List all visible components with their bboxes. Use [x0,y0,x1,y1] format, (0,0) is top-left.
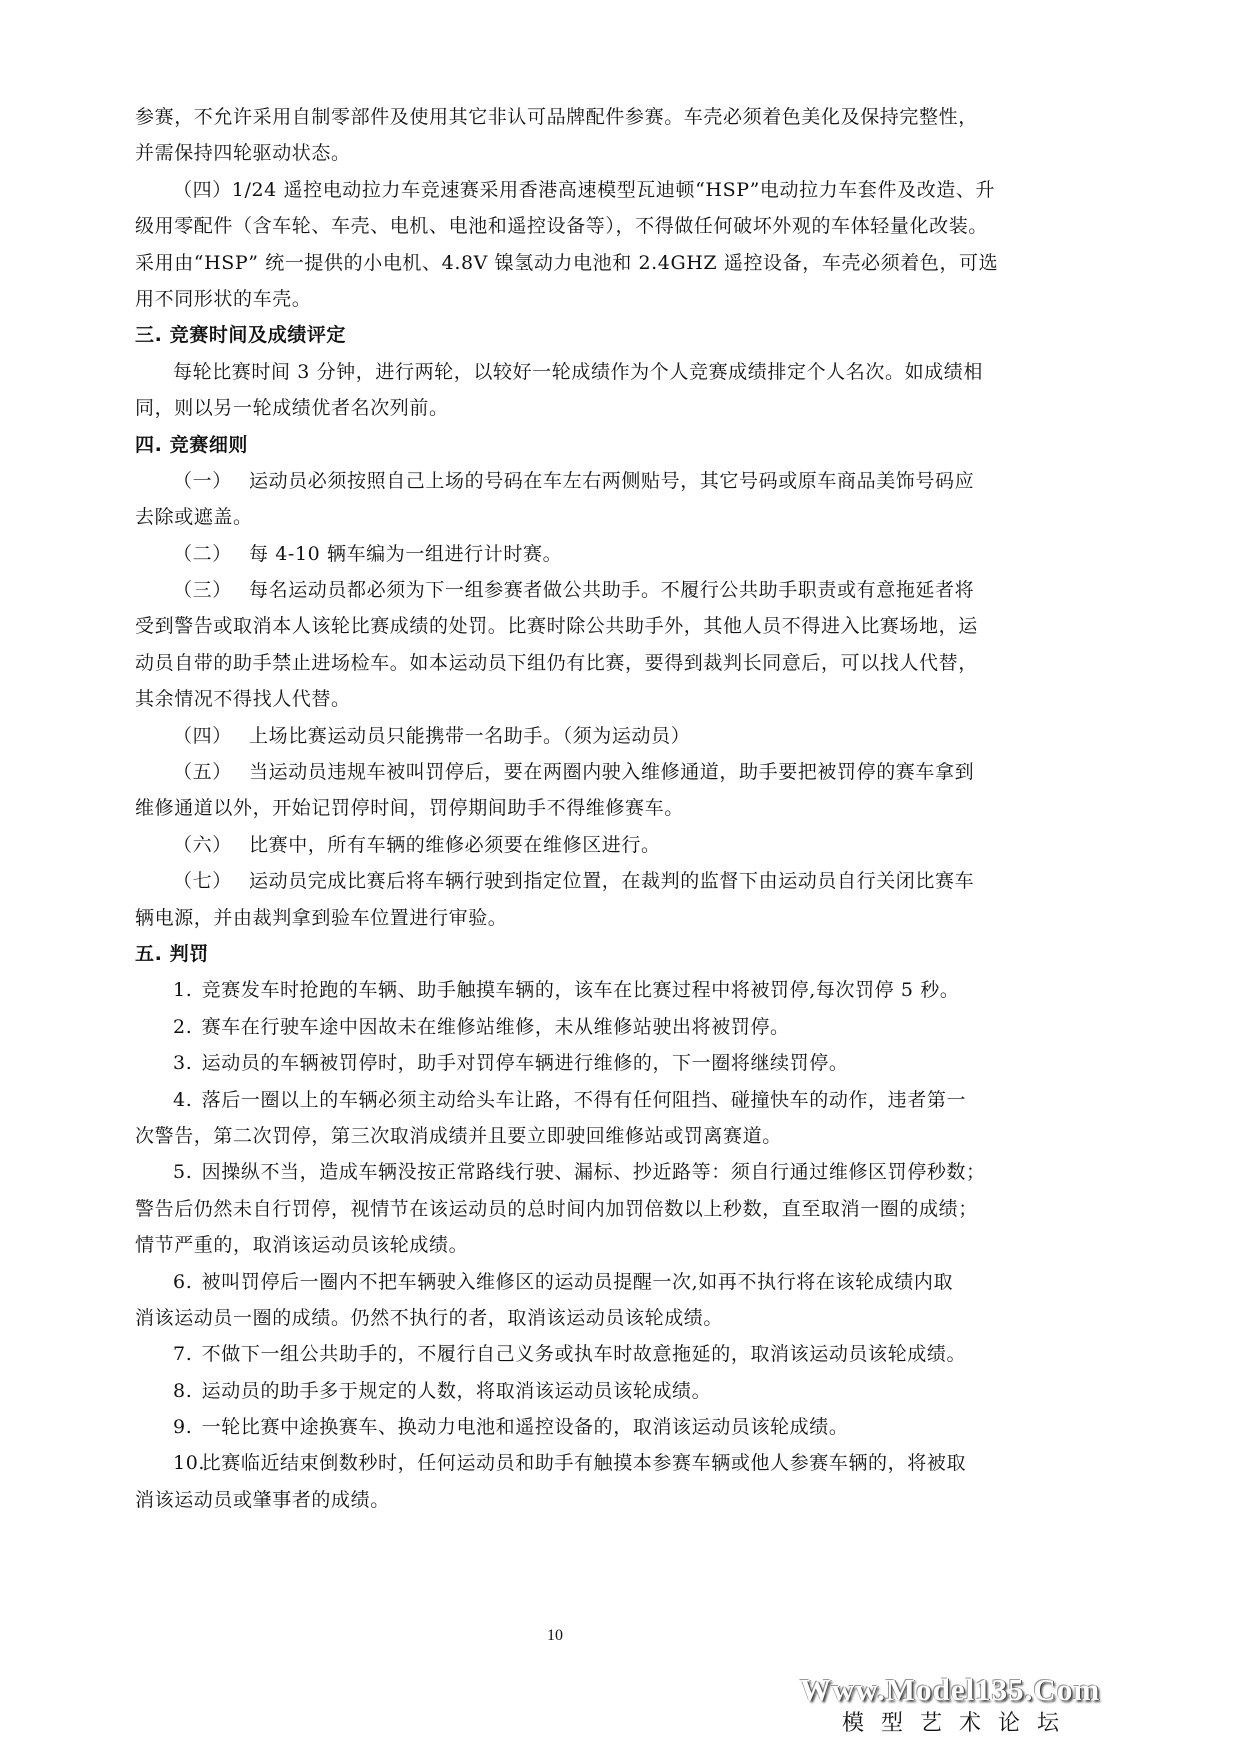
item-number: 3. [173,1052,193,1075]
penalty-item-3 [135,1049,975,1079]
paragraph-line: 并需保持四轮驱动状态。 [135,142,351,165]
item-text: 落后一圈以上的车辆必须主动给头车让路，不得有任何阻挡、碰撞快车的动作，违者第一 [201,1088,967,1111]
item-text: 被叫罚停后一圈内不把车辆驶入维修区的运动员提醒一次,如再不执行将在该轮成绩内取 [201,1270,954,1293]
watermark [800,1672,1240,1737]
paragraph-line: 用不同形状的车壳。 [135,287,312,310]
watermark-name: 模型艺术论坛 [842,1711,1077,1736]
paragraph-line: 消该运动员或肇事者的成绩。 [135,1488,390,1511]
item-text: 比赛临近结束倒数秒时，任何运动员和助手有触摸本参赛车辆或他人参赛车辆的，将被取 [201,1452,967,1475]
paragraph-line: 消该运动员一圈的成绩。仍然不执行的者，取消该运动员该轮成绩。 [135,1306,724,1329]
item-text: 赛车在行驶车途中因故未在维修站维修，未从维修站驶出将被罚停。 [201,1015,790,1038]
item-label: （七） [173,870,232,893]
paragraph-line: 同，则以另一轮成绩优者名次列前。 [135,397,449,420]
item-text: 每 4-10 辆车编为一组进行计时赛。 [249,542,563,565]
item-label: （一） [173,469,232,492]
penalty-item-1 [135,976,975,1006]
penalty-item-8 [135,1377,975,1407]
item-text: 比赛中，所有车辆的维修必须要在维修区进行。 [249,833,661,856]
paragraph-line: 动员自带的助手禁止进场检车。如本运动员下组仍有比赛，要得到裁判长同意后，可以找人代替， [135,651,978,674]
penalty-item-9 [135,1413,975,1443]
rule-item-1 [135,467,975,497]
paragraph-line: 受到警告或取消本人该轮比赛成绩的处罚。比赛时除公共助手外，其他人员不得进入比赛场地，运 [135,615,978,638]
paragraph-line: 次警告，第二次罚停，第三次取消成绩并且要立即驶回维修站或罚离赛道。 [135,1124,782,1147]
item-label: （二） [173,542,232,565]
item-text: 不做下一组公共助手的，不履行自己义务或执车时故意拖延的，取消该运动员该轮成绩。 [201,1343,967,1366]
item-text: 运动员完成比赛后将车辆行驶到指定位置，在裁判的监督下由运动员自行关闭比赛车 [249,870,975,893]
item-number: 7. [173,1343,193,1366]
item-number: 6. [173,1270,193,1293]
rule-item-2 [135,540,975,570]
item-label: （六） [173,833,232,856]
paragraph-line: 情节严重的，取消该运动员该轮成绩。 [135,1234,469,1257]
paragraph-line: 辆电源，并由裁判拿到验车位置进行审验。 [135,906,508,929]
penalty-item-5 [135,1158,986,1188]
penalty-item-4 [135,1086,975,1116]
item-text: 因操纵不当，造成车辆没按正常路线行驶、漏标、抄近路等：须自行通过维修区罚停秒数； [201,1161,986,1184]
penalty-item-2 [135,1013,975,1043]
item-text: 竞赛发车时抢跑的车辆、助手触摸车辆的，该车在比赛过程中将被罚停,每次罚停 5 秒。 [201,979,960,1002]
paragraph-line: 去除或遮盖。 [135,506,253,529]
item-text: 每名运动员都必须为下一组参赛者做公共助手。不履行公共助手职责或有意拖延者将 [249,579,975,602]
item-number: 10. [173,1452,206,1475]
penalty-item-7 [135,1340,975,1370]
item-text: 上场比赛运动员只能携带一名助手。（须为运动员） [249,724,691,747]
paragraph-line: 级用零配件（含车轮、车壳、电机、电池和遥控设备等），不得做任何破坏外观的车体轻量化改装。 [135,215,988,238]
rule-item-7 [135,867,975,897]
penalty-item-6 [135,1268,975,1298]
page-number: 10 [547,1627,563,1644]
item-text: 运动员的车辆被罚停时，助手对罚停车辆进行维修的，下一圈将继续罚停。 [201,1052,849,1075]
item-label: （四） [173,724,232,747]
item-label: （三） [173,579,232,602]
penalty-item-10 [135,1449,975,1479]
section-heading-5: 五. 判罚 [135,942,209,965]
item-number: 9. [173,1416,193,1439]
rule-item-4 [135,722,975,752]
paragraph-line: 每轮比赛时间 3 分钟，进行两轮，以较好一轮成绩作为个人竞赛成绩排定个人名次。如成绩相 [173,360,983,383]
paragraph-line: 采用由“HSP” 统一提供的小电机、4.8V 镍氢动力电池和 2.4GHZ 遥控设备，车壳必须着色，可选 [135,251,999,274]
paragraph-line: 其余情况不得找人代替。 [135,688,351,711]
rule-item-3 [135,576,975,606]
item-number: 2. [173,1015,193,1038]
item-label: （五） [173,761,232,784]
paragraph-line: 维修通道以外，开始记罚停时间，罚停期间助手不得维修赛车。 [135,797,684,820]
paragraph-line: （四）1/24 遥控电动拉力车竞速赛采用香港高速模型瓦迪顿“HSP”电动拉力车套件及改造、升 [173,178,996,201]
rule-item-5 [135,758,975,788]
item-number: 4. [173,1088,193,1111]
item-text: 当运动员违规车被叫罚停后，要在两圈内驶入维修通道，助手要把被罚停的赛车拿到 [249,761,975,784]
item-number: 8. [173,1379,193,1402]
section-heading-3: 三. 竞赛时间及成绩评定 [135,324,347,347]
watermark-url: Www.Model135.Com [800,1672,1101,1707]
paragraph-line: 警告后仍然未自行罚停，视情节在该运动员的总时间内加罚倍数以上秒数，直至取消一圈的成绩； [135,1197,978,1220]
paragraph-line: 参赛，不允许采用自制零部件及使用其它非认可品牌配件参赛。车壳必须着色美化及保持完整性， [135,106,978,128]
item-number: 1. [173,979,193,1002]
item-text: 运动员的助手多于规定的人数，将取消该运动员该轮成绩。 [201,1379,712,1402]
section-heading-4: 四. 竞赛细则 [135,433,249,456]
rule-item-6 [135,831,975,861]
item-text: 一轮比赛中途换赛车、换动力电池和遥控设备的，取消该运动员该轮成绩。 [201,1416,849,1439]
document-page [135,103,999,1522]
item-text: 运动员必须按照自己上场的号码在车左右两侧贴号，其它号码或原车商品美饰号码应 [249,469,975,492]
item-number: 5. [173,1161,193,1184]
